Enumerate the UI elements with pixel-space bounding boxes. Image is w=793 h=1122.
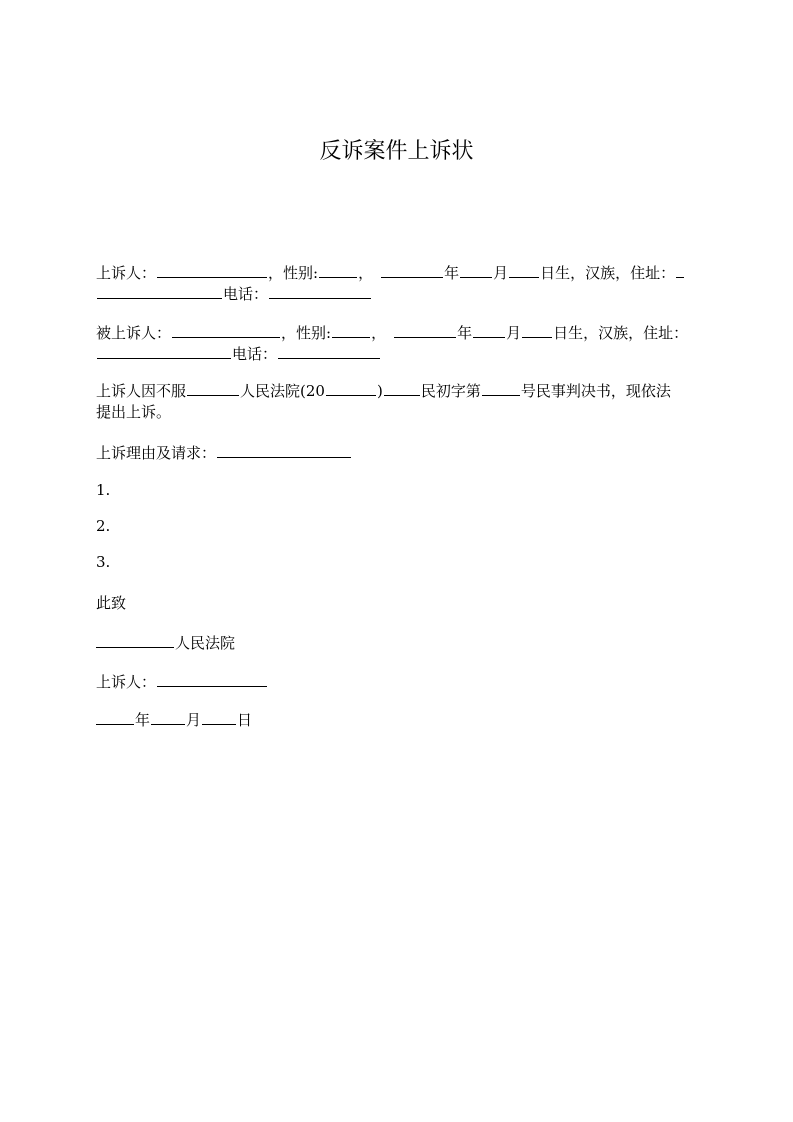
statement-text: 民初字第 xyxy=(420,382,481,400)
gender-blank[interactable] xyxy=(319,262,357,278)
closing-text: 此致 xyxy=(96,594,127,612)
birth-month-blank[interactable] xyxy=(473,322,505,338)
reasons-label: 上诉理由及请求： xyxy=(96,444,217,462)
appeal-statement-line-2 xyxy=(96,402,171,422)
document-title: 反诉案件上诉状 xyxy=(319,139,474,164)
date-year-label: 年 xyxy=(135,711,151,729)
signature-label: 上诉人： xyxy=(96,673,157,691)
address-blank[interactable] xyxy=(97,283,222,299)
gender-label: ，性别: xyxy=(281,324,332,342)
gender-blank[interactable] xyxy=(332,322,370,338)
reasons-blank[interactable] xyxy=(217,442,351,458)
reason-item-1: 1. xyxy=(96,481,111,499)
statement-text: 号民事判决书，现依法 xyxy=(520,382,671,400)
birth-month-blank[interactable] xyxy=(460,262,492,278)
appellant-info-line-1 xyxy=(96,262,685,283)
appellee-label: 被上诉人： xyxy=(96,324,172,342)
date-month-label: 月 xyxy=(186,711,202,729)
appellant-label: 上诉人： xyxy=(96,264,157,282)
statement-text: ) xyxy=(376,382,383,400)
signature-line xyxy=(96,671,268,692)
birth-year-blank[interactable] xyxy=(394,322,456,338)
date-month-blank[interactable] xyxy=(151,709,185,725)
reason-item-3: 3. xyxy=(96,553,111,571)
date-day-blank[interactable] xyxy=(202,709,236,725)
year-label: 年 xyxy=(444,264,460,282)
date-year-blank[interactable] xyxy=(96,709,134,725)
appeal-statement-line-1 xyxy=(96,380,671,401)
court-line xyxy=(96,632,235,653)
birth-ethnicity-address-label: 日生，汉族，住址： xyxy=(540,264,676,282)
separator: ， xyxy=(358,264,374,282)
month-label: 月 xyxy=(506,324,522,342)
reason-item-2: 2. xyxy=(96,517,111,535)
appellant-name-blank[interactable] xyxy=(157,262,267,278)
phone-label: 电话： xyxy=(232,345,278,363)
date-line xyxy=(96,709,252,730)
gender-label: ，性别: xyxy=(268,264,319,282)
court-label: 人民法院 xyxy=(175,634,236,652)
address-blank[interactable] xyxy=(97,343,231,359)
address-blank-start[interactable] xyxy=(676,262,684,278)
signature-blank[interactable] xyxy=(157,671,267,687)
case-number-blank[interactable] xyxy=(482,380,520,396)
reasons-line xyxy=(96,442,352,463)
statement-text: 人民法院(20 xyxy=(240,382,325,400)
birth-year-blank[interactable] xyxy=(381,262,443,278)
phone-blank[interactable] xyxy=(278,343,380,359)
separator: ， xyxy=(371,324,387,342)
case-prefix-blank[interactable] xyxy=(384,380,420,396)
statement-text: 上诉人因不服 xyxy=(96,382,187,400)
birth-ethnicity-address-label: 日生，汉族，住址： xyxy=(553,324,689,342)
appellee-info-line-1 xyxy=(96,322,688,343)
appellee-info-line-2 xyxy=(96,343,381,364)
case-year-blank[interactable] xyxy=(326,380,376,396)
appellant-info-line-2 xyxy=(96,283,372,304)
court-name-blank[interactable] xyxy=(96,632,174,648)
statement-text: 提出上诉。 xyxy=(96,403,172,421)
phone-blank[interactable] xyxy=(269,283,371,299)
year-label: 年 xyxy=(457,324,473,342)
birth-day-blank[interactable] xyxy=(509,262,539,278)
birth-day-blank[interactable] xyxy=(522,322,552,338)
date-day-label: 日 xyxy=(237,711,253,729)
phone-label: 电话： xyxy=(223,285,269,303)
appellee-name-blank[interactable] xyxy=(172,322,280,338)
court-blank[interactable] xyxy=(187,380,239,396)
month-label: 月 xyxy=(493,264,509,282)
